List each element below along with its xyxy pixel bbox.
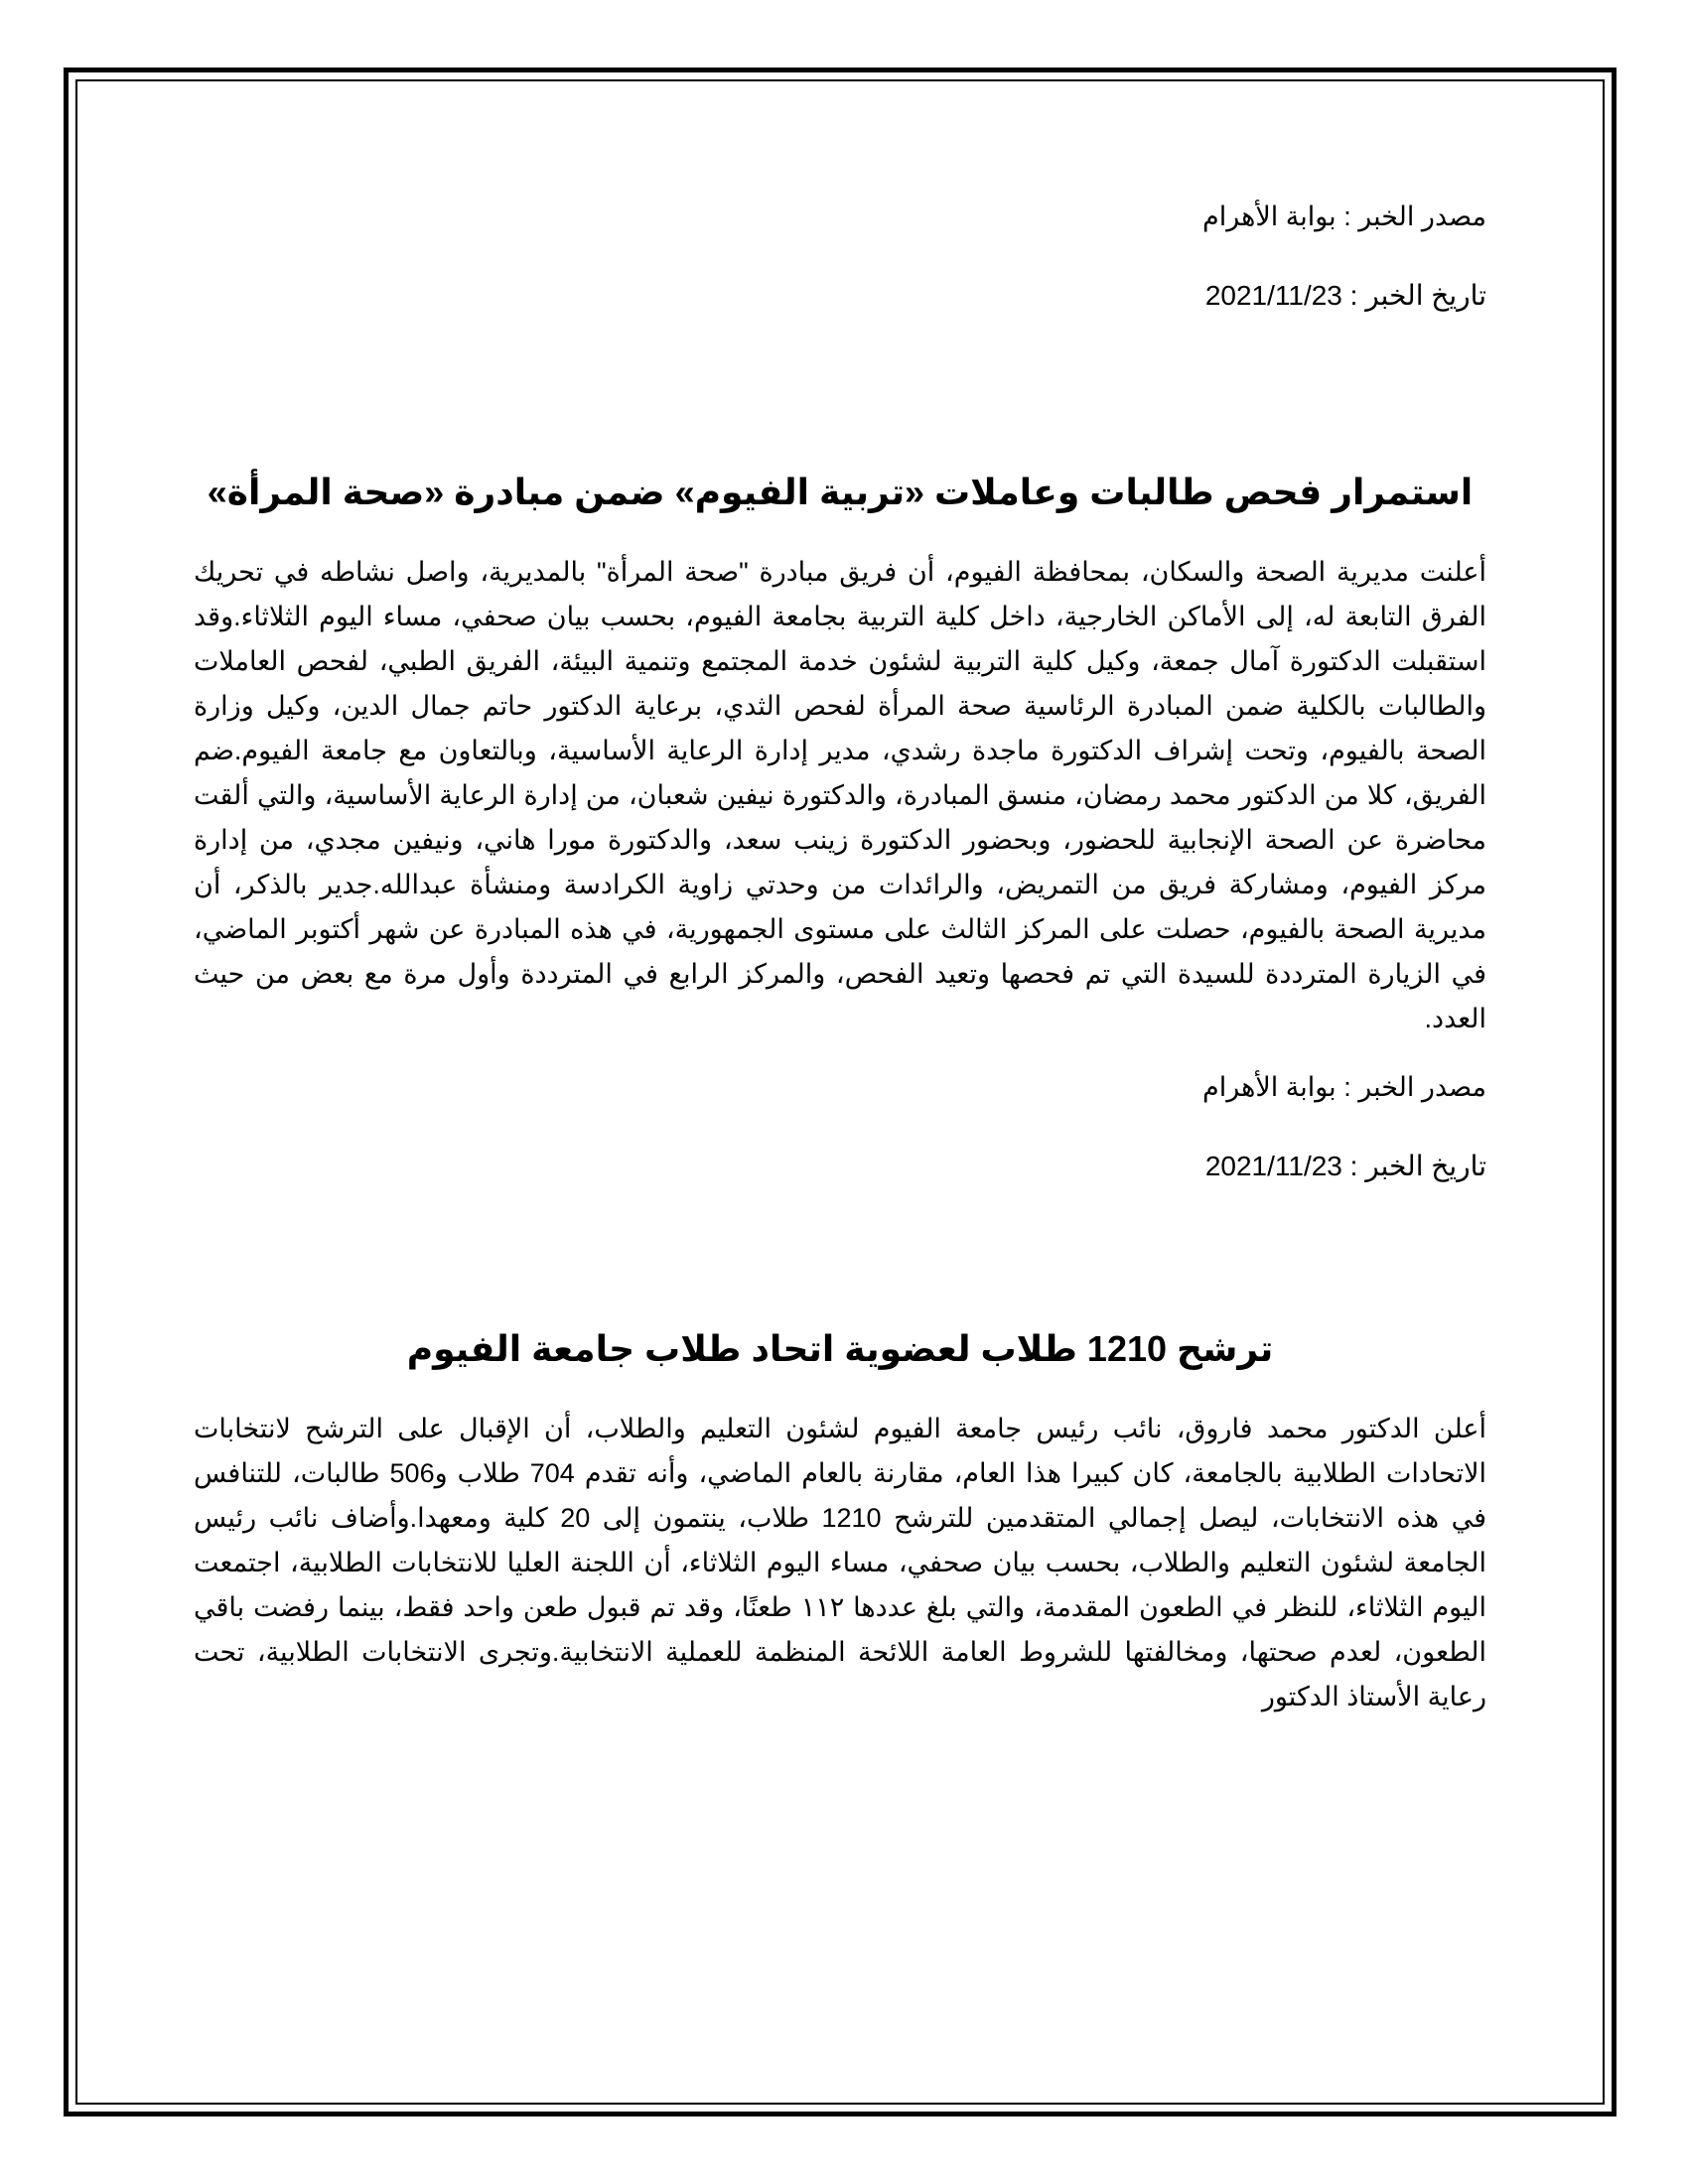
article-2-body: أعلن الدكتور محمد فاروق، نائب رئيس جامعة الفيوم لشئون التعليم والطلاب، أن الإقبال على الترشح لانتخابات الاتحادات الطلابية بالجامعة، كان كبيرا هذا العام، مقارنة بالعام الماضي، وأنه تقدم 704 طلاب و506 طالبات، للتنافس في هذه الانتخابات، ليصل إجمالي المتقدمين للترشح 1210 طلاب، ينتمون إلى 20 كلية ومعهدا.وأضاف نائب رئيس الجامعة لشئون التعليم والطلاب، بحسب بيان صحفي، مساء اليوم الثلاثاء، أن اللجنة العليا للانتخابات الطلابية، اجتمعت اليوم الثلاثاء، للنظر في الطعون المقدمة، والتي بلغ عددها ١١٢ طعنًا، وقد تم قبول طعن واحد فقط، بينما رفضت باقي الطعون، لعدم صحتها، ومخالفتها للشروط العامة اللائحة المنظمة للعملية الانتخابية.وتجرى الانتخابات الطلابية، تحت رعاية الأستاذ الدكتور — [194, 1414, 1486, 1711]
article-2-source: مصدر الخبر : بوابة الأهرام — [1201, 1072, 1486, 1102]
article-2-date: تاريخ الخبر : 2021/11/23 — [1204, 1151, 1486, 1181]
article-1-date: تاريخ الخبر : 2021/11/23 — [1204, 280, 1486, 311]
document-page — [194, 189, 1486, 1719]
article-1-body: أعلنت مديرية الصحة والسكان، بمحافظة الفيوم، أن فريق مبادرة "صحة المرأة" بالمديرية، واصل نشاطه في تحريك الفرق التابعة له، إلى الأماكن الخارجية، داخل كلية التربية بجامعة الفيوم، بحسب بيان صحفي، مساء اليوم الثلاثاء.وقد استقبلت الدكتورة آمال جمعة، وكيل كلية التربية لشئون خدمة المجتمع وتنمية البيئة، الفريق الطبي، لفحص العاملات والطالبات بالكلية ضمن المبادرة الرئاسية صحة المرأة لفحص الثدي، برعاية الدكتور حاتم جمال الدين، وكيل وزارة الصحة بالفيوم، وتحت إشراف الدكتورة ماجدة رشدي، مدير إدارة الرعاية الأساسية، وبالتعاون مع جامعة الفيوم.ضم الفريق، كلا من الدكتور محمد رمضان، منسق المبادرة، والدكتورة نيفين شعبان، من إدارة الرعاية الأساسية، والتي ألقت محاضرة عن الصحة الإنجابية للحضور، وبحضور الدكتورة زينب سعد، والدكتورة مورا هاني، ونيفين مجدي، من إدارة مركز الفيوم، ومشاركة فريق من التمريض، والرائدات من وحدتي زاوية الكرادسة ومنشأة عبدالله.جدير بالذكر، أن مديرية الصحة بالفيوم، حصلت على المركز الثالث على مستوى الجمهورية، في هذه المبادرة عن شهر أكتوبر الماضي، في الزيارة المترددة للسيدة التي تم فحصها وتعيد الفحص، والمركز الرابع في المترددة وأول مرة مع بعض من حيث العدد. — [194, 557, 1486, 1033]
article-2-title: ترشح 1210 طلاب لعضوية اتحاد طلاب جامعة الفيوم — [406, 1328, 1274, 1369]
article-1-title: استمرار فحص طالبات وعاملات «تربية الفيوم» ضمن مبادرة «صحة المرأة» — [207, 472, 1474, 512]
article-1-source: مصدر الخبر : بوابة الأهرام — [1201, 202, 1486, 231]
